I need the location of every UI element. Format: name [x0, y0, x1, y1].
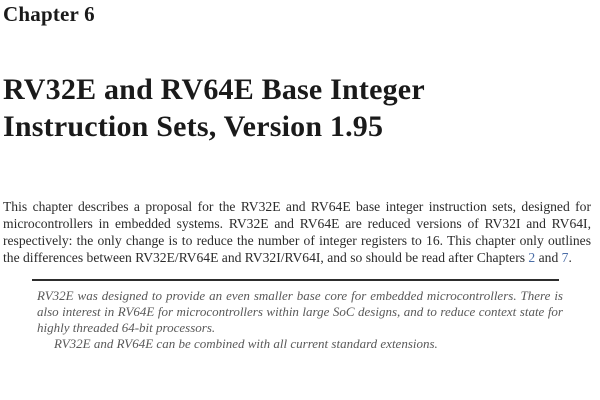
- chapter-2-link[interactable]: 2: [528, 250, 536, 266]
- intro-text-between: and: [535, 250, 562, 266]
- quote-paragraph-1: RV32E was designed to provide an even smaller base core for embedded microcontrollers. There is also interest in RV64E for microcontrollers within large SoC designs, and to reduce context state for highly threaded 64-bit processors.: [37, 288, 563, 336]
- intro-text-after: .: [568, 250, 572, 266]
- chapter-title-line1: RV32E and RV64E Base Integer: [3, 73, 425, 107]
- commentary-quote: [37, 288, 563, 352]
- intro-paragraph: [3, 198, 591, 266]
- quote-divider-rule: [32, 279, 559, 281]
- intro-text-before: This chapter describes a proposal for the RV32E and RV64E base integer instruction sets, designed for microcontrollers in embedded systems. RV32E and RV64E are reduced versions of RV32I and RV64I, respectively: the only change is to reduce the number of integer registers to 16. This chapter only outlines the differences between RV32E/RV64E and RV32I/RV64I, and so should be read after Chapters: [3, 199, 591, 266]
- quote-paragraph-2: RV32E and RV64E can be combined with all current standard extensions.: [54, 336, 438, 352]
- chapter-title-line2: Instruction Sets, Version 1.95: [3, 110, 384, 144]
- chapter-title: [3, 71, 591, 145]
- chapter-label: Chapter 6: [3, 2, 95, 26]
- chapter-7-link[interactable]: 7: [561, 250, 569, 266]
